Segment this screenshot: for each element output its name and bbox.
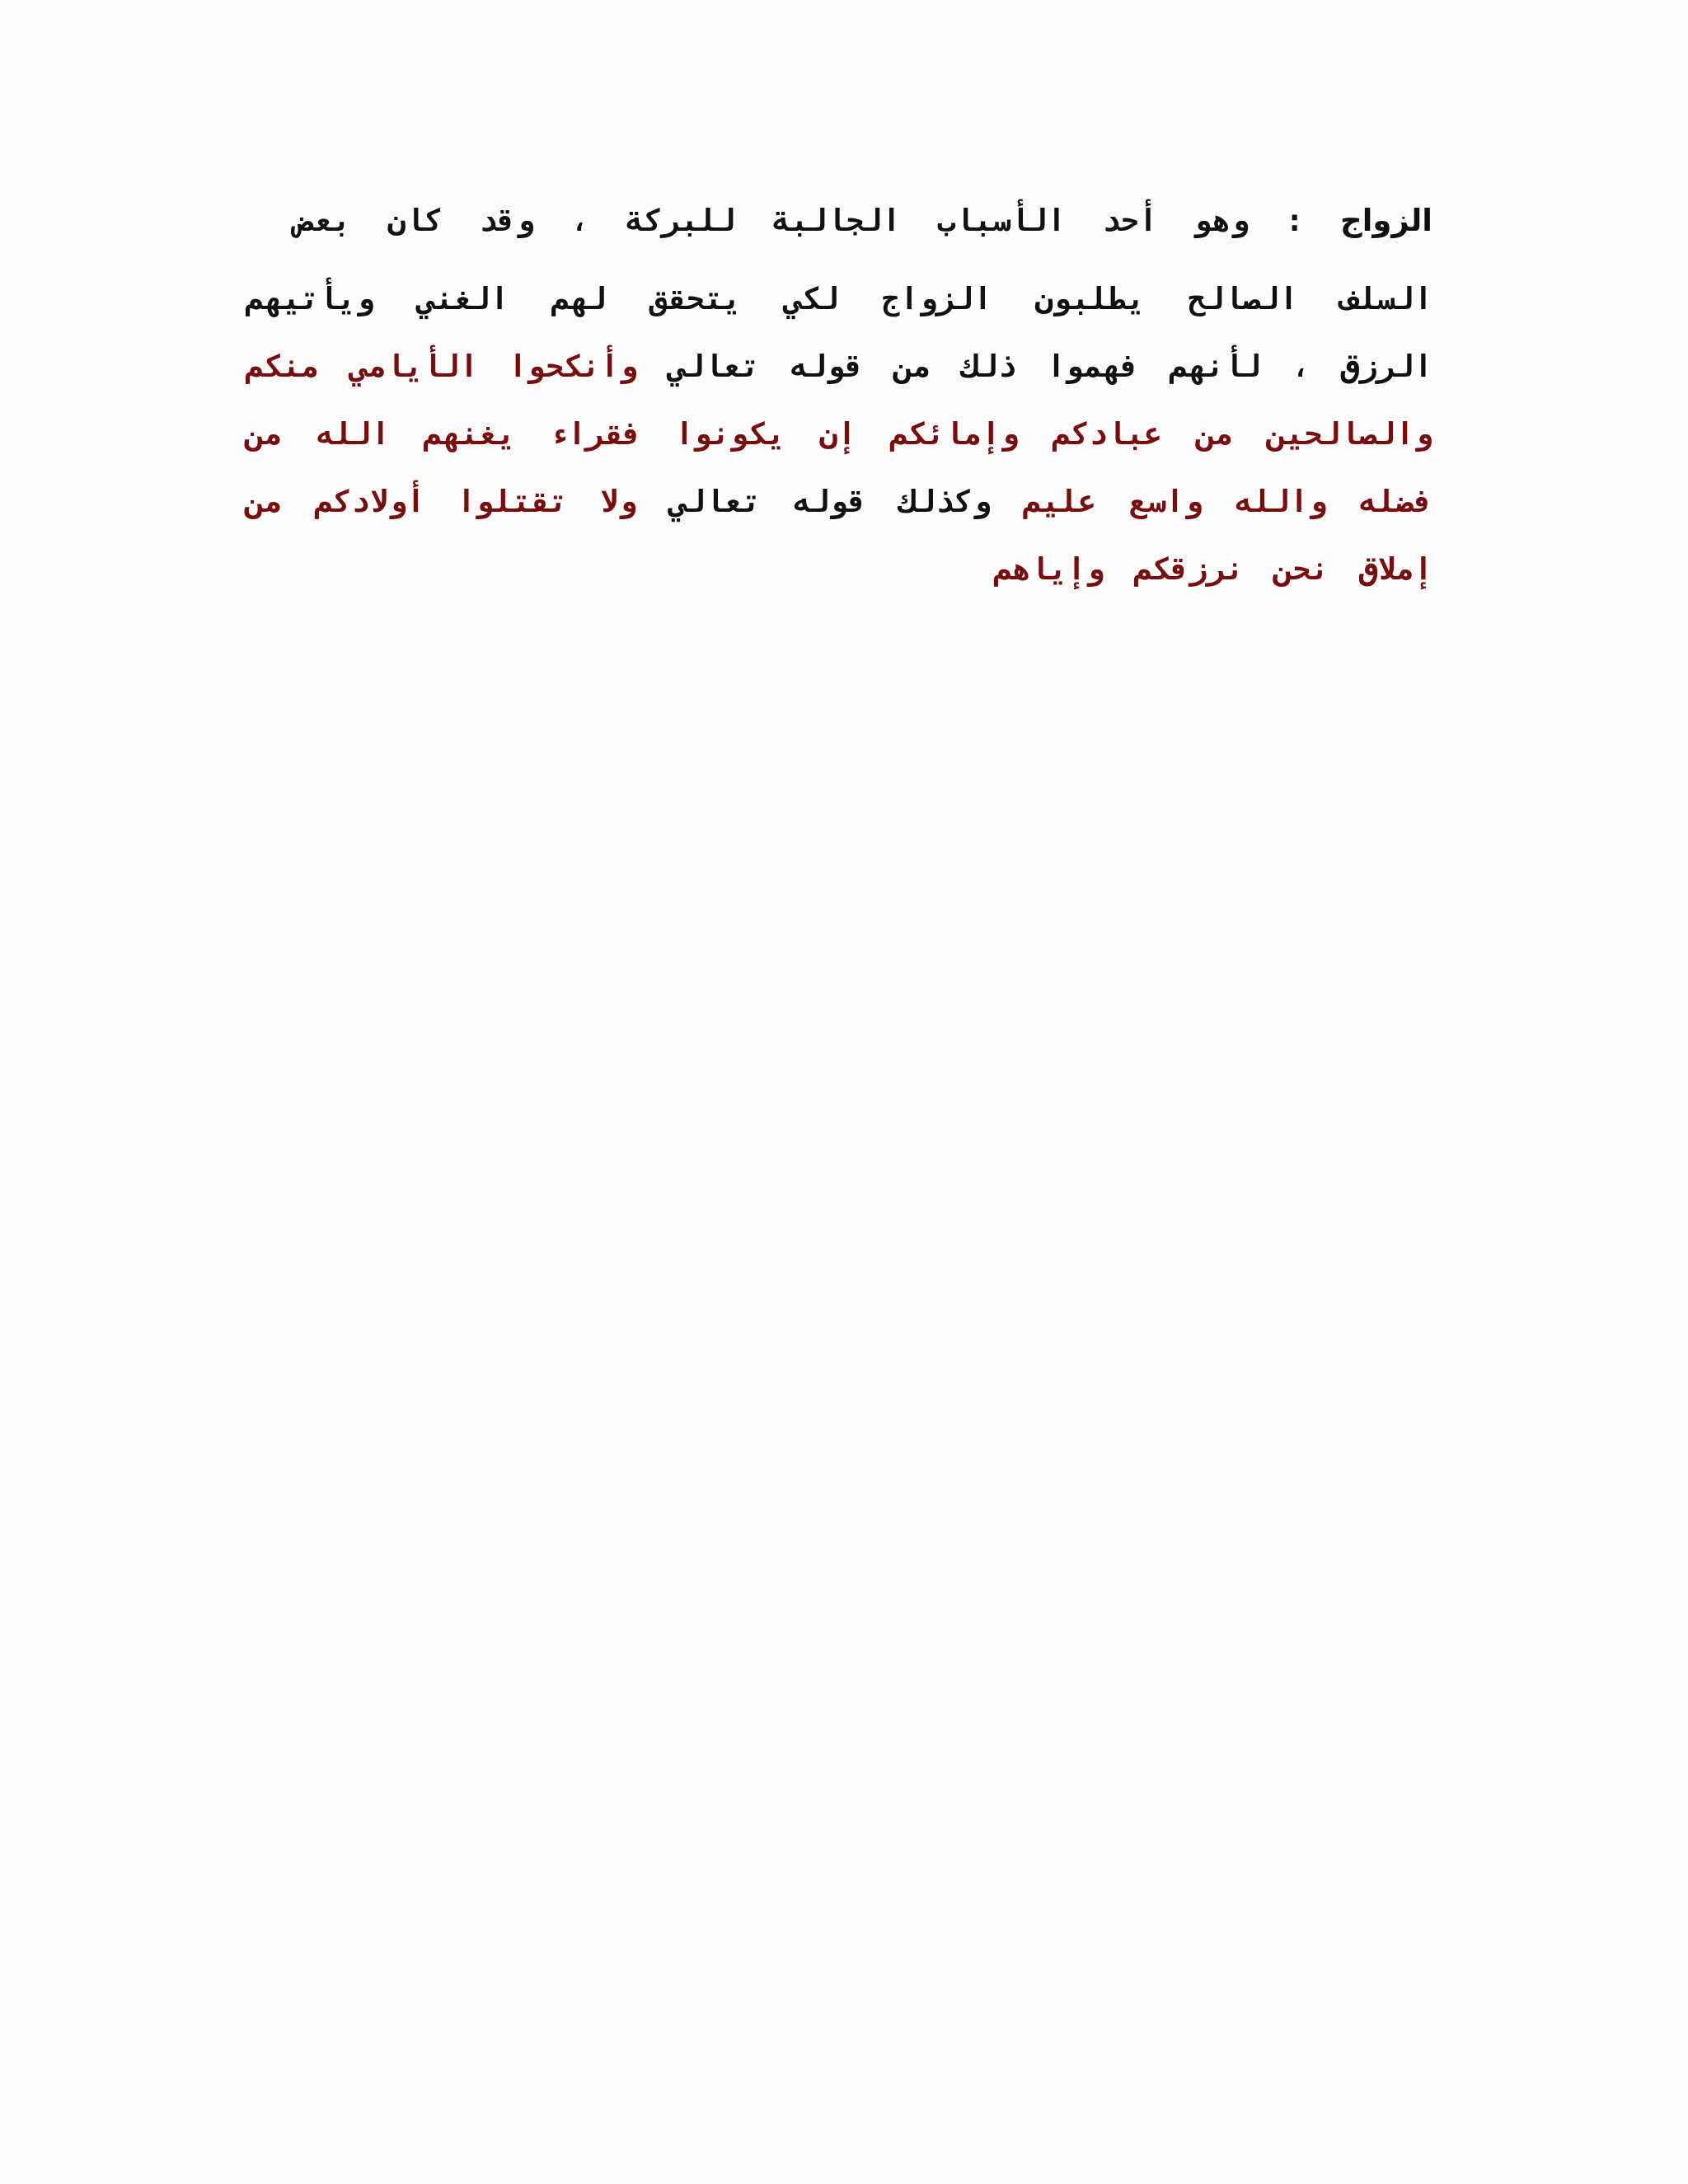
heading-word: الزواج bbox=[1340, 203, 1432, 238]
paragraph-text-2: وكذلك قوله تعالي bbox=[636, 484, 1024, 519]
quran-quote-1: وأنكحوا الأيامي منكم والصالحين من عبادكم وإمائكم إن يكونوا فقراء يغنهم الله من فضله والله واسع عليم bbox=[246, 349, 1432, 519]
first-line-text: : وهو أحد الأسباب الجالبة للبركة ، وقد كان بعض bbox=[296, 203, 1341, 238]
quran-quote-2: ولا تقتلوا أولادكم من إملاق نحن نرزقكم وإياهم bbox=[246, 484, 1432, 587]
paragraph-text-1: السلف الصالح يطلبون الزواج لكي يتحقق لهم الغني ويأتيهم الرزق ، لأنهم فهموا ذلك من قوله تعالي bbox=[246, 281, 1432, 384]
first-line bbox=[246, 196, 1432, 246]
document-body bbox=[246, 196, 1432, 603]
paragraph bbox=[246, 265, 1432, 603]
